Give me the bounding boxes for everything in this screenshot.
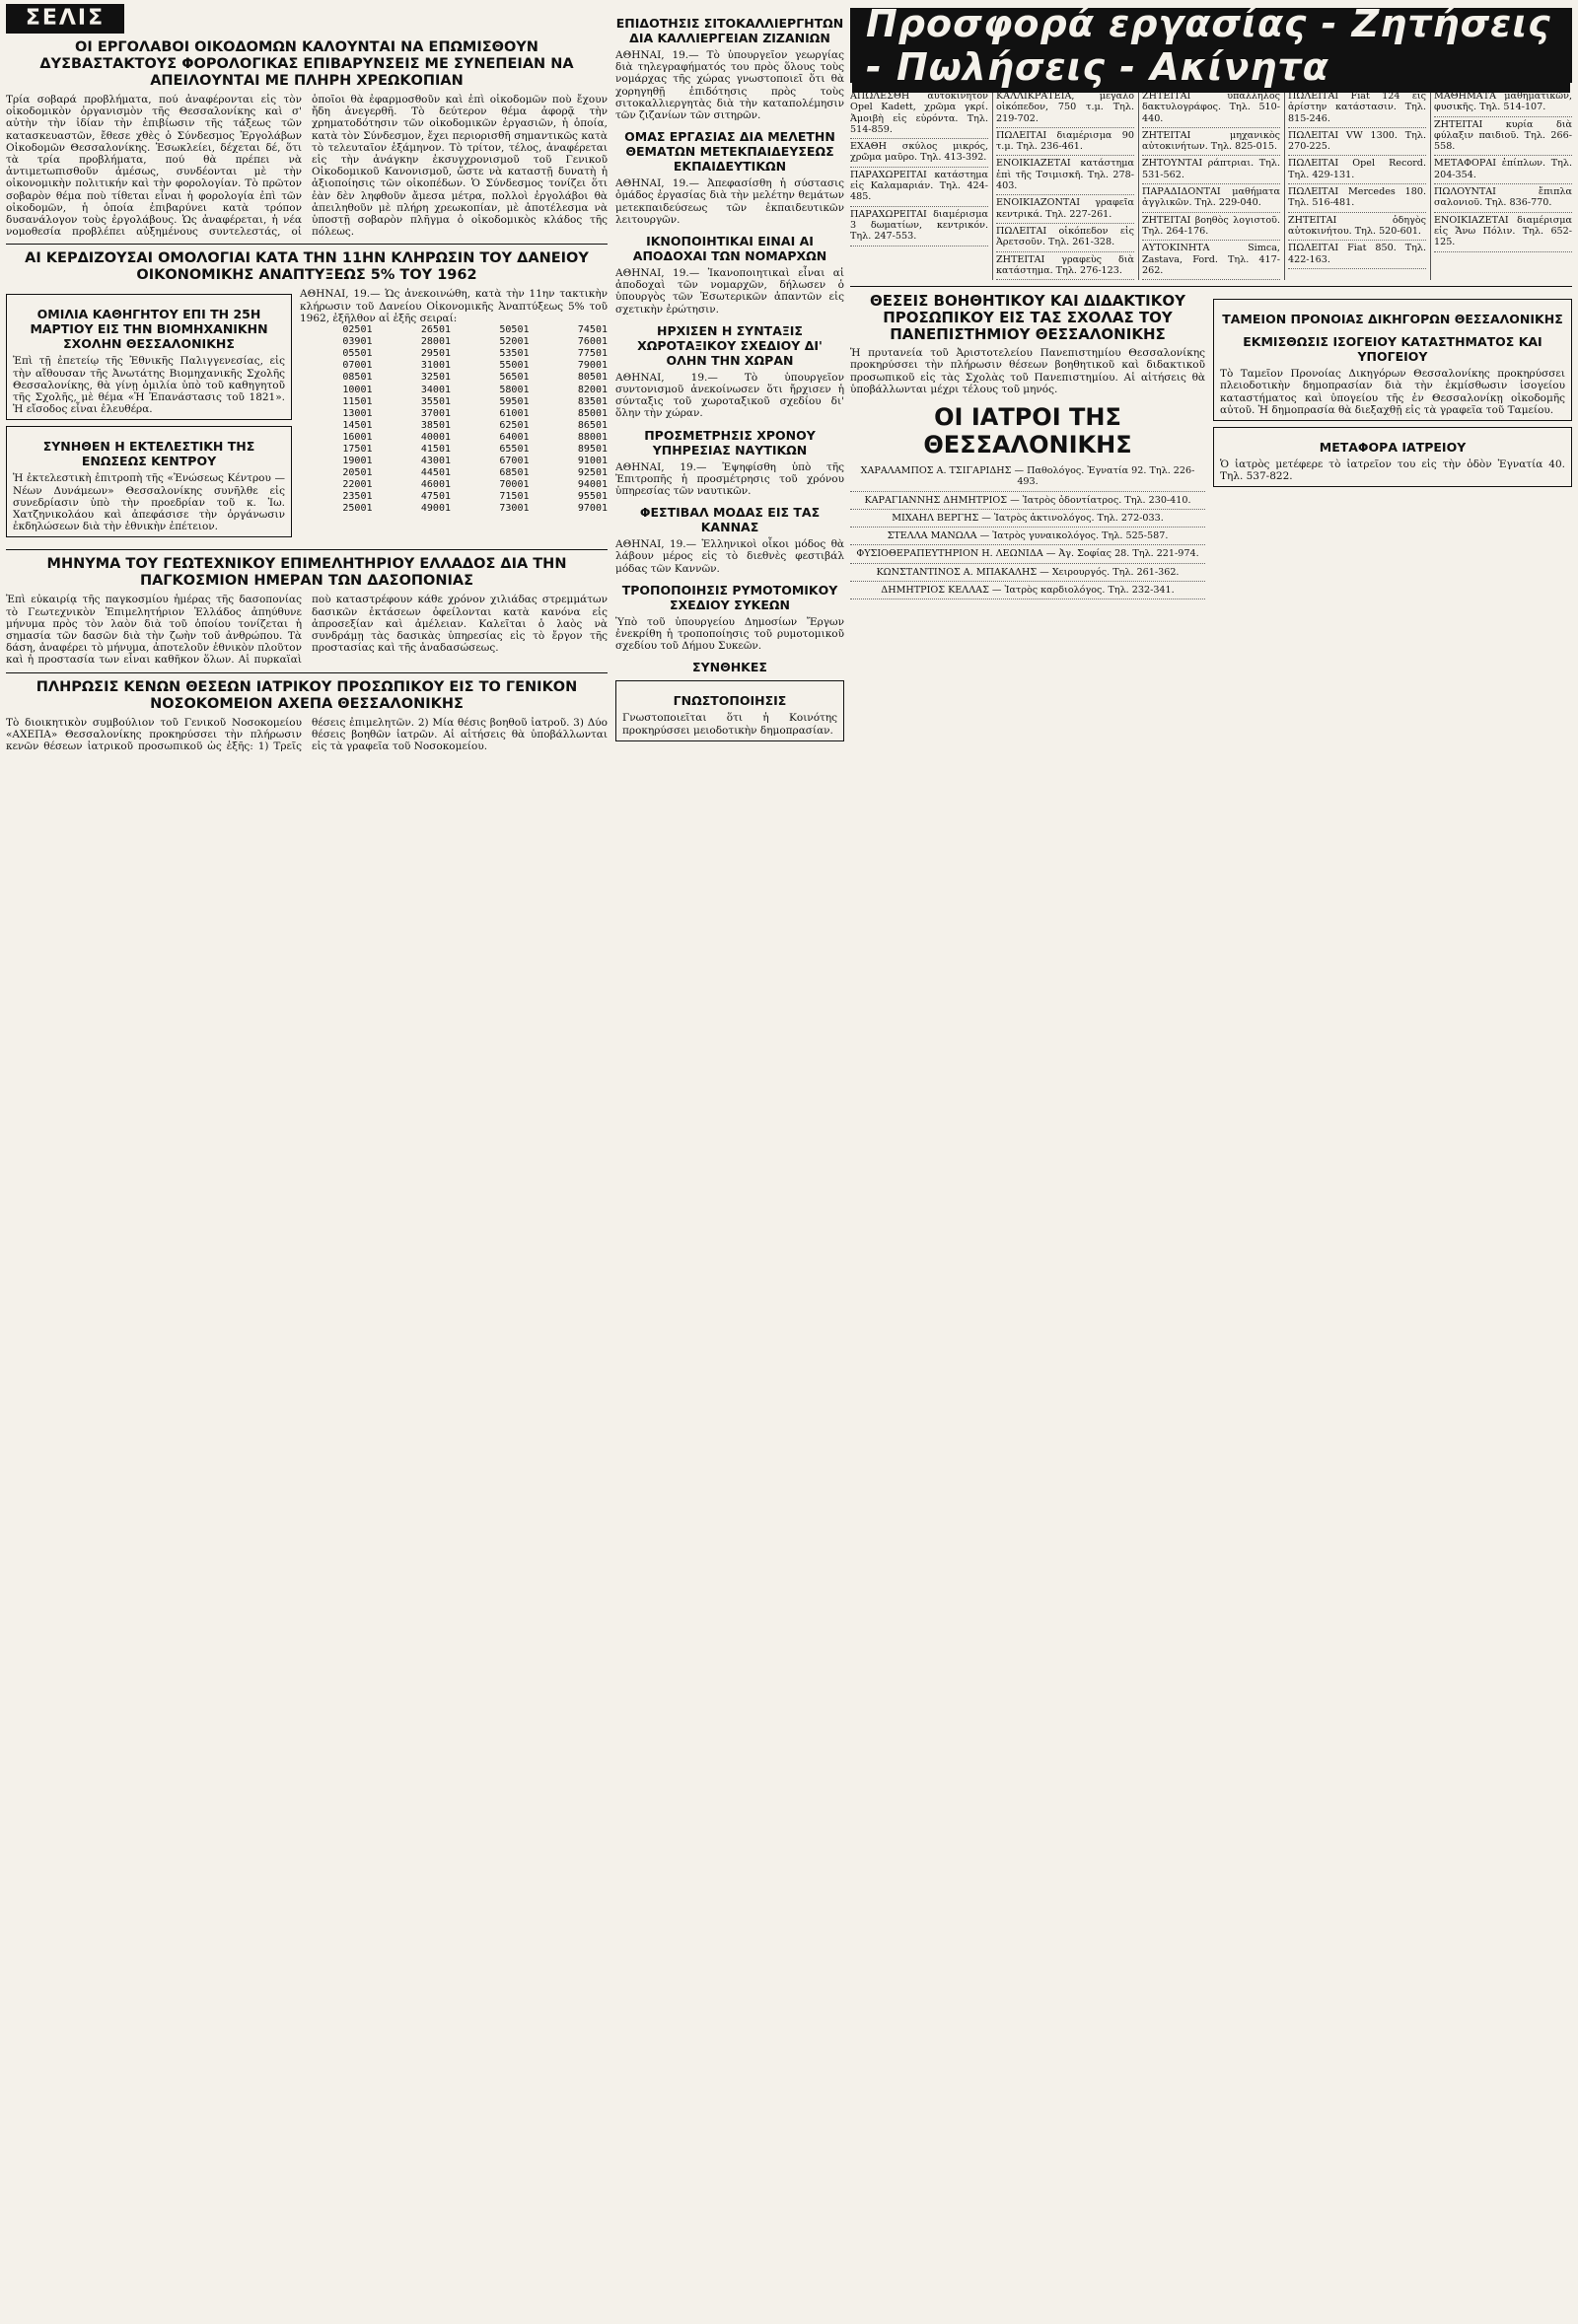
- doctor-listing: ΦΥΣΙΟΘΕΡΑΠΕΥΤΗΡΙΟΝ Η. ΛΕΩΝΙΔΑ — Ἀγ. Σοφίας 28. Τηλ. 221-974.: [850, 545, 1205, 563]
- lottery-number: 61001: [499, 407, 530, 419]
- lottery-number: 03901: [342, 336, 373, 348]
- lottery-number: 65501: [499, 443, 530, 455]
- lottery-number: 86501: [577, 419, 608, 431]
- classified-ad: ΠΩΛΕΙΤΑΙ Fiat 124 εἰς ἀρίστην κατάστασιν. Τηλ. 815-246.: [1288, 89, 1426, 128]
- headline-planning: ΗΡΧΙΣΕΝ Η ΣΥΝΤΑΞΙΣ ΧΩΡΟΤΑΞΙΚΟΥ ΣΧΕΔΙΟΥ ΔΙ' ΟΛΗΝ ΤΗΝ ΧΩΡΑΝ: [637, 322, 823, 368]
- classified-ad: ΠΩΛΕΙΤΑΙ διαμέρισμα 90 τ.μ. Τηλ. 236-461.: [996, 128, 1134, 157]
- box-clinic-title: ΜΕΤΑΦΟΡΑ ΙΑΤΡΕΙΟΥ: [1319, 439, 1467, 455]
- headline-contractors: ΟΙ ΕΡΓΟΛΑΒΟΙ ΟΙΚΟΔΟΜΩΝ ΚΑΛΟΥΝΤΑΙ ΝΑ ΕΠΩΜΙΣΘΟΥΝ ΔΥΣΒΑΣΤΑΚΤΟΥΣ ΦΟΡΟΛΟΓΙΚΑΣ ΕΠΙΒΑΡΥΝΣΕΙΣ ΜΕ ΣΥΝΕΠΕΙΑΝ ΝΑ ΑΠΕΙΛΟΥΝΤΑΙ ΜΕ ΠΛΗΡΗ ΧΡΕΩΚΟΠΙΑΝ: [39, 39, 574, 89]
- headline-sykies: ΤΡΟΠΟΠΟΙΗΣΙΣ ΡΥΜΟΤΟΜΙΚΟΥ ΣΧΕΔΙΟΥ ΣΥΚΕΩΝ: [621, 582, 838, 612]
- lottery-number: 59501: [499, 395, 530, 407]
- article-hospital: Τὸ διοικητικὸν συμβούλιον τοῦ Γενικοῦ Νοσοκομείου «ΑΧΕΠΑ» Θεσσαλονίκης προκηρύσσει τὴν πλήρωσιν κενῶν θέσεων ἰατρικοῦ προσωπικοῦ ὡς ἑξῆς: 1) Τρεῖς θέσεις ἐπιμελητῶν. 2) Μία θέσις βοηθοῦ ἰατροῦ. 3) Δύο θέσεις βοηθῶν ἰατρῶν. Αἱ αἰτήσεις θὰ ὑποβάλλωνται εἰς τὰ γραφεῖα τοῦ Νοσοκομείου.: [6, 716, 608, 753]
- lottery-number: 14501: [342, 419, 373, 431]
- lottery-number: 74501: [577, 324, 608, 336]
- classified-ads: [850, 89, 1572, 280]
- middle-column: [615, 8, 844, 747]
- box-lecture-text: Ἐπὶ τῇ ἐπετείῳ τῆς Ἐθνικῆς Παλιγγενεσίας, εἰς τὴν αἴθουσαν τῆς Ἀνωτάτης Βιομηχανικῆς Σχολῆς Θεσσαλονίκης, θὰ γίνῃ ὁμιλία ὑπὸ τοῦ καθηγητοῦ τῆς Σχολῆς, μὲ θέμα «Ἡ Ἐπανάστασις τοῦ 1821». Ἡ εἴσοδος εἶναι ἐλευθέρα.: [13, 355, 285, 416]
- lottery-number: 80501: [577, 372, 608, 384]
- lottery-number: 47501: [420, 491, 451, 503]
- lottery-number: 55001: [499, 360, 530, 372]
- headline-hospital: ΠΛΗΡΩΣΙΣ ΚΕΝΩΝ ΘΕΣΕΩΝ ΙΑΤΡΙΚΟΥ ΠΡΟΣΩΠΙΚΟΥ ΕΙΣ ΤΟ ΓΕΝΙΚΟΝ ΝΟΣΟΚΟΜΕΙΟΝ ΑΧΕΠΑ ΘΕΣΣΑΛΟΝΙΚΗΣ: [36, 678, 578, 712]
- lottery-number: 23501: [342, 491, 373, 503]
- lottery-number: 70001: [499, 479, 530, 491]
- lottery-number: 46001: [420, 479, 451, 491]
- lottery-number: 53501: [499, 348, 530, 360]
- lottery-number: 67001: [499, 456, 530, 467]
- lottery-number: 77501: [577, 348, 608, 360]
- classified-ad: ΖΗΤΕΙΤΑΙ ὁδηγὸς αὐτοκινήτου. Τηλ. 520-601.: [1288, 213, 1426, 242]
- divider: [6, 244, 608, 245]
- lottery-number: 97001: [577, 503, 608, 515]
- box-lawyers-text: Τὸ Ταμεῖον Προνοίας Δικηγόρων Θεσσαλονίκης προκηρύσσει πλειοδοτικὴν δημοπρασίαν διὰ τὴν ἐκμίσθωσιν ἰσογείου καταστήματος καὶ ὑπογείου τῆς ἐν Θεσσαλονίκῃ οἰκοδομῆς αὐτοῦ. Ἡ δημοπρασία θὰ διεξαχθῇ εἰς τὰ γραφεῖα τοῦ Ταμείου.: [1220, 368, 1565, 416]
- lottery-number: 25001: [342, 503, 373, 515]
- box-center-union-text: Ἡ ἐκτελεστικὴ ἐπιτροπὴ τῆς «Ἐνώσεως Κέντρου — Νέων Δυνάμεων» Θεσσαλονίκης συνῆλθε εἰς συνεδρίασιν ὑπὸ τὴν προεδρίαν τοῦ κ. Ἰω. Χατζηνικολάου καὶ ἀπεφάσισε τὴν ὀργάνωσιν ἐκδηλώσεων διὰ τὴν ἐθνικὴν ἐπέτειον.: [13, 472, 285, 533]
- lottery-intro: ΑΘΗΝΑΙ, 19.— Ὡς ἀνεκοινώθη, κατὰ τὴν 11ην τακτικὴν κλήρωσιν τοῦ Δανείου Οἰκονομικῆς Ἀναπτύξεως 5% τοῦ 1962, ἐξῆλθον αἱ ἑξῆς σειραί:: [300, 288, 608, 324]
- classified-ad: ΜΑΘΗΜΑΤΑ μαθηματικῶν, φυσικῆς. Τηλ. 514-107.: [1434, 89, 1572, 117]
- divider: [6, 672, 608, 673]
- article-fashion: ΑΘΗΝΑΙ, 19.— Ἑλληνικοὶ οἶκοι μόδος θὰ λάβουν μέρος εἰς τὸ διεθνὲς φεστιβάλ μόδας τῶν Καννῶν.: [615, 538, 844, 575]
- lottery-number: 02501: [342, 324, 373, 336]
- headline-agreements: ΣΥΝΘΗΚΕΣ: [692, 660, 767, 675]
- lottery-number: 20501: [342, 467, 373, 479]
- classified-ad: ΠΑΡΑΔΙΔΟΝΤΑΙ μαθήματα ἀγγλικῶν. Τηλ. 229-040.: [1142, 184, 1280, 213]
- article-university: Ἡ πρυτανεία τοῦ Ἀριστοτελείου Πανεπιστημίου Θεσσαλονίκης προκηρύσσει τὴν πλήρωσιν θέσεων βοηθητικοῦ καὶ διδακτικοῦ προσωπικοῦ εἰς τὰς Σχολὰς τοῦ Πανεπιστημίου. Αἱ αἰτήσεις θὰ ὑποβάλλωνται μέχρι τέλους τοῦ μηνός.: [850, 347, 1205, 395]
- box-notice-text: Γνωστοποιεῖται ὅτι ἡ Κοινότης προκηρύσσει μειοδοτικὴν δημοπρασίαν.: [622, 712, 837, 737]
- classified-ad: ΠΩΛΕΙΤΑΙ οἰκόπεδον εἰς Ἀρετσοῦν. Τηλ. 261-328.: [996, 224, 1134, 252]
- lottery-number: 58001: [499, 384, 530, 395]
- classified-ad: ΠΩΛΕΙΤΑΙ VW 1300. Τηλ. 270-225.: [1288, 128, 1426, 157]
- classified-ad: ΑΥΤΟΚΙΝΗΤΑ Simca, Zastava, Ford. Τηλ. 417-262.: [1142, 241, 1280, 280]
- classified-ad: ΠΑΡΑΧΩΡΕΙΤΑΙ κατάστημα εἰς Καλαμαριάν. Τηλ. 424-485.: [850, 168, 988, 207]
- box-lawyers-title: ΤΑΜΕΙΟΝ ΠΡΟΝΟΙΑΣ ΔΙΚΗΓΟΡΩΝ ΘΕΣΣΑΛΟΝΙΚΗΣ: [1222, 312, 1563, 327]
- lottery-number: 41501: [420, 443, 451, 455]
- lottery-number: 52001: [499, 336, 530, 348]
- lottery-number: 91001: [577, 456, 608, 467]
- classified-ad: ΕΝΟΙΚΙΑΖΟΝΤΑΙ γραφεῖα κεντρικά. Τηλ. 227-261.: [996, 195, 1134, 224]
- divider: [6, 549, 608, 550]
- lottery-number: 94001: [577, 479, 608, 491]
- article-prefects: ΑΘΗΝΑΙ, 19.— Ἱκανοποιητικαὶ εἶναι αἱ ἀποδοχαὶ τῶν νομαρχῶν, δήλωσεν ὁ ὑπουργὸς τῶν Ἐσωτερικῶν ἀπαντῶν εἰς σχετικὴν ἐρώτησιν.: [615, 267, 844, 316]
- box-lecture-title: ΟΜΙΛΙΑ ΚΑΘΗΓΗΤΟΥ ΕΠΙ ΤΗ 25Η ΜΑΡΤΙΟΥ ΕΙΣ ΤΗΝ ΒΙΟΜΗΧΑΝΙΚΗΝ ΣΧΟΛΗΝ ΘΕΣΣΑΛΟΝΙΚΗΣ: [30, 307, 268, 352]
- classified-ad: ΠΩΛΕΙΤΑΙ Opel Record. Τηλ. 429-131.: [1288, 156, 1426, 184]
- doctor-listing: ΚΩΝΣΤΑΝΤΙΝΟΣ Α. ΜΠΑΚΑΛΗΣ — Χειρουργός. Τηλ. 261-362.: [850, 564, 1205, 582]
- headline-wheat: ΕΠΙΔΟΤΗΣΙΣ ΣΙΤΟΚΑΛΛΙΕΡΓΗΤΩΝ ΔΙΑ ΚΑΛΛΙΕΡΓΕΙΑΝ ΖΙΖΑΝΙΩΝ: [615, 16, 844, 45]
- box-clinic-move: [1213, 427, 1572, 487]
- lottery-number: 50501: [499, 324, 530, 336]
- classified-ad: ΕΧΑΘΗ σκύλος μικρός, χρῶμα μαῦρο. Τηλ. 413-392.: [850, 139, 988, 168]
- box-lawyers-fund: [1213, 299, 1572, 421]
- lottery-number: 19001: [342, 456, 373, 467]
- doctor-listing: ΣΤΕΛΛΑ ΜΑΝΩΛΑ — Ἰατρὸς γυναικολόγος. Τηλ. 525-587.: [850, 528, 1205, 545]
- classified-ad: ΠΑΡΑΧΩΡΕΙΤΑΙ διαμέρισμα 3 δωματίων, κεντρικόν. Τηλ. 247-553.: [850, 207, 988, 246]
- lottery-number: 26501: [420, 324, 451, 336]
- lottery-number: 32501: [420, 372, 451, 384]
- lottery-number: 34001: [420, 384, 451, 395]
- lottery-number: 38501: [420, 419, 451, 431]
- headline-lottery: ΑΙ ΚΕΡΔΙΖΟΥΣΑΙ ΟΜΟΛΟΓΙΑΙ ΚΑΤΑ ΤΗΝ 11ΗΝ ΚΛΗΡΩΣΙΝ ΤΟΥ ΔΑΝΕΙΟΥ ΟΙΚΟΝΟΜΙΚΗΣ ΑΝΑΠΤΥΞΕΩΣ 5% ΤΟΥ 1962: [25, 250, 589, 284]
- headline-education: ΟΜΑΣ ΕΡΓΑΣΙΑΣ ΔΙΑ ΜΕΛΕΤΗΝ ΘΕΜΑΤΩΝ ΜΕΤΕΚΠΑΙΔΕΥΣΕΩΣ ΕΚΠΑΙΔΕΥΤΙΚΩΝ: [624, 129, 835, 175]
- article-education: ΑΘΗΝΑΙ, 19.— Ἀπεφασίσθη ἡ σύστασις ὁμάδος ἐργασίας διὰ τὴν μελέτην θεμάτων μετεκπαιδεύσεως τῶν ἐκπαιδευτικῶν λειτουργῶν.: [615, 177, 844, 226]
- box-center-union-title: ΣΥΝΗΘΕΝ Η ΕΚΤΕΛΕΣΤΙΚΗ ΤΗΣ ΕΝΩΣΕΩΣ ΚΕΝΤΡΟΥ: [42, 439, 255, 469]
- lottery-number: 07001: [342, 360, 373, 372]
- lottery-number: 95501: [577, 491, 608, 503]
- classified-ad: ΕΝΟΙΚΙΑΖΕΤΑΙ διαμέρισμα εἰς Ἄνω Πόλιν. Τηλ. 652-125.: [1434, 213, 1572, 252]
- article-sykies: Ὑπὸ τοῦ ὑπουργείου Δημοσίων Ἔργων ἐνεκρίθη ἡ τροποποίησις τοῦ ρυμοτομικοῦ σχεδίου τοῦ Δήμου Συκεῶν.: [615, 615, 844, 653]
- lottery-number: 10001: [342, 384, 373, 395]
- lottery-number: 17501: [342, 443, 373, 455]
- left-column: [6, 39, 608, 752]
- lottery-number: 35501: [420, 395, 451, 407]
- lottery-number: 31001: [420, 360, 451, 372]
- box-notice: [615, 680, 844, 740]
- classified-ad: ΖΗΤΕΙΤΑΙ γραφεὺς διὰ κατάστημα. Τηλ. 276-123.: [996, 252, 1134, 281]
- lottery-number: 68501: [499, 467, 530, 479]
- lottery-number: 16001: [342, 431, 373, 443]
- article-wheat: ΑΘΗΝΑΙ, 19.— Τὸ ὑπουργεῖον γεωργίας διὰ τηλεγραφήματός του πρὸς ὅλους τοὺς νομάρχας τῆς χώρας γνωστοποιεῖ ὅτι θὰ χορηγηθῇ ἐπιδότησις πρὸς τοὺς σιτοκαλλιεργητὰς διὰ τὴν καταπολέμησιν τῶν ζιζανίων τῶν σιτηρῶν.: [615, 49, 844, 122]
- lottery-number: 82001: [577, 384, 608, 395]
- lottery-number: 37001: [420, 407, 451, 419]
- lottery-number: 44501: [420, 467, 451, 479]
- classified-ad: ΖΗΤΕΙΤΑΙ μηχανικὸς αὐτοκινήτων. Τηλ. 825-015.: [1142, 128, 1280, 157]
- box-center-union: [6, 426, 292, 537]
- article-forestry: Ἐπὶ εὐκαιρίᾳ τῆς παγκοσμίου ἡμέρας τῆς δασοπονίας τὸ Γεωτεχνικὸν Ἐπιμελητήριον Ἑλλάδος ἀπηύθυνε μήνυμα πρὸς τὸν λαὸν διὰ τοῦ ὁποίου τονίζεται ἡ σημασία τῶν δασῶν διὰ τὴν ζωὴν τοῦ ἀνθρώπου. Τὰ δάση, ἀναφέρει τὸ μήνυμα, ἀποτελοῦν ἐθνικὸν πλοῦτον καὶ ἡ προστασία των εἶναι καθῆκον ὅλων. Αἱ πυρκαϊαὶ ποὺ καταστρέφουν κάθε χρόνον χιλιάδας στρεμμάτων δασικῶν ἐκτάσεων ὀφείλονται κατὰ κανόνα εἰς ἀπροσεξίαν καὶ ἀμέλειαν. Καλεῖται ὁ λαὸς νὰ συνδράμῃ τὰς δασικὰς ὑπηρεσίας εἰς τὸ ἔργον τῆς προστασίας καὶ τῆς ἀναδασώσεως.: [6, 594, 608, 667]
- lottery-number: 73001: [499, 503, 530, 515]
- headline-fashion: ΦΕΣΤΙΒΑΛ ΜΟΔΑΣ ΕΙΣ ΤΑΣ ΚΑΝΝΑΣ: [639, 505, 821, 535]
- box-lawyers-subtitle: ΕΚΜΙΣΘΩΣΙΣ ΙΣΟΓΕΙΟΥ ΚΑΤΑΣΤΗΜΑΤΟΣ ΚΑΙ ΥΠΟΓΕΙΟΥ: [1243, 334, 1542, 365]
- lottery-number: 43001: [420, 456, 451, 467]
- lottery-number: 22001: [342, 479, 373, 491]
- headline-doctors: ΟΙ ΙΑΤΡΟΙ ΤΗΣ ΘΕΣΣΑΛΟΝΙΚΗΣ: [923, 402, 1132, 458]
- lottery-number: 29501: [420, 348, 451, 360]
- lottery-number: 85001: [577, 407, 608, 419]
- article-contractors: Τρία σοβαρά προβλήματα, πού ἀναφέρονται εἰς τὸν οἰκοδομικὸν ὀργανισμὸν τῆς Θεσσαλονίκης καὶ σ' αὐτὴν τὴν ἰδίαν τὴν ἐπιβίωσιν τῆς τάξεως τῶν κατασκευαστῶν, ἔθεσε χθὲς ὁ Σύνδεσμος Ἐργολάβων Οἰκοδομῶν Θεσσαλονίκης. Ἐσωκλείει, δέχεται δέ, ὅτι τὰ τρία προβλήματα, πού θὰ πρέπει νὰ ἀντιμετωπισθοῦν ἀμέσως, συνδέονται μὲ τὴν οἰκονομικὴν πολιτικήν καὶ τὴν φορολογίαν. Τὸ πρῶτον σοβαρὸν θέμα ποὺ τίθεται εἶναι ἡ φορολογία ἐπὶ τῶν οἰκοδομῶν, ἡ ὁποία ἐπιβαρύνει κατὰ τρόπον δυσανάλογον τοὺς ἐργολάβους. Ὡς ἀναφέρεται, ἡ νέα νομοθεσία προβλέπει αὐξημένους συντελεστάς, οἱ ὁποῖοι θὰ ἐφαρμοσθοῦν καὶ ἐπὶ οἰκοδομῶν ποὺ ἔχουν ἤδη ἀνεγερθῆ. Τὸ δεύτερον θέμα ἀφορᾷ τὴν χρηματοδότησιν τῶν οἰκοδομικῶν ἐργασιῶν, ἡ ὁποία, κατὰ τὸν Σύνδεσμον, ἔχει περιορισθῆ σημαντικῶς κατὰ τὸ τελευταῖον ἑξάμηνον. Τὸ τρίτον, τέλος, ἀναφέρεται εἰς τὴν ἀνάγκην ἐκσυγχρονισμοῦ τοῦ Γενικοῦ Οἰκοδομικοῦ Κανονισμοῦ, ὥστε νὰ καταστῇ δυνατὴ ἡ ἀξιοποίησις τῶν οἰκοπέδων. Ὁ Σύνδεσμος τονίζει ὅτι ἐὰν δὲν ληφθοῦν ἄμεσα μέτρα, πολλοὶ ἐργολάβοι θὰ ἀπειληθοῦν μὲ πλήρη χρεωκοπίαν, μὲ ἀποτέλεσμα νὰ ὑποστῇ σοβαρὸν πλῆγμα ὁ οἰκοδομικὸς κλάδος τῆς πόλεως.: [6, 94, 608, 239]
- classifieds-banner: [850, 8, 1572, 89]
- lottery-number: 88001: [577, 431, 608, 443]
- headline-forestry: ΜΗΝΥΜΑ ΤΟΥ ΓΕΩΤΕΧΝΙΚΟΥ ΕΠΙΜΕΛΗΤΗΡΙΟΥ ΕΛΛΑΔΟΣ ΔΙΑ ΤΗΝ ΠΑΓΚΟΣΜΙΟΝ ΗΜΕΡΑΝ ΤΩΝ ΔΑΣΟΠΟΝΙΑΣ: [46, 556, 567, 590]
- box-notice-title: ΓΝΩΣΤΟΠΟΙΗΣΙΣ: [673, 693, 787, 709]
- classified-ad: ΑΠΩΛΕΣΘΗ αὐτοκίνητον Opel Kadett, χρῶμα γκρί. Ἀμοιβὴ εἰς εὑρόντα. Τηλ. 514-859.: [850, 89, 988, 139]
- classified-ad: ΖΗΤΕΙΤΑΙ κυρία διὰ φύλαξιν παιδιοῦ. Τηλ. 266-558.: [1434, 117, 1572, 157]
- classified-ad: ΠΩΛΕΙΤΑΙ Fiat 850. Τηλ. 422-163.: [1288, 241, 1426, 269]
- article-sailors: ΑΘΗΝΑΙ, 19.— Ἐψηφίσθη ὑπὸ τῆς Ἐπιτροπῆς ἡ προσμέτρησις τοῦ χρόνου ὑπηρεσίας τῶν ναυτικῶν.: [615, 460, 844, 498]
- lottery-number: 62501: [499, 419, 530, 431]
- headline-sailors: ΠΡΟΣΜΕΤΡΗΣΙΣ ΧΡΟΝΟΥ ΥΠΗΡΕΣΙΑΣ ΝΑΥΤΙΚΩΝ: [644, 427, 816, 458]
- classified-ad: ΖΗΤΟΥΝΤΑΙ ράπτριαι. Τηλ. 531-562.: [1142, 156, 1280, 184]
- lottery-number: 05501: [342, 348, 373, 360]
- headline-university: ΘΕΣΕΙΣ ΒΟΗΘΗΤΙΚΟΥ ΚΑΙ ΔΙΔΑΚΤΙΚΟΥ ΠΡΟΣΩΠΙΚΟΥ ΕΙΣ ΤΑΣ ΣΧΟΛΑΣ ΤΟΥ ΠΑΝΕΠΙΣΤΗΜΙΟΥ ΘΕΣΣΑΛΟΝΙΚΗΣ: [870, 292, 1185, 344]
- classified-ad: ΕΝΟΙΚΙΑΖΕΤΑΙ κατάστημα ἐπὶ τῆς Τσιμισκῆ. Τηλ. 278-403.: [996, 156, 1134, 195]
- classified-ad: ΖΗΤΕΙΤΑΙ βοηθὸς λογιστοῦ. Τηλ. 264-176.: [1142, 213, 1280, 242]
- article-planning: ΑΘΗΝΑΙ, 19.— Τὸ ὑπουργεῖον συντονισμοῦ ἀνεκοίνωσεν ὅτι ἤρχισεν ἡ σύνταξις τοῦ χωροταξικοῦ σχεδίου δι' ὅλην τὴν χώραν.: [615, 371, 844, 420]
- lottery-number: 40001: [420, 431, 451, 443]
- box-lecture: [6, 294, 292, 420]
- lottery-numbers: [300, 324, 608, 516]
- classifieds-banner-title: Προσφορά εργασίας - Ζητήσεις - Πωλήσεις - Ακίνητα: [852, 8, 1570, 93]
- doctor-listing: ΚΑΡΑΓΙΑΝΝΗΣ ΔΗΜΗΤΡΙΟΣ — Ἰατρὸς ὀδοντίατρος. Τηλ. 230-410.: [850, 492, 1205, 510]
- classified-ad: ΠΩΛΕΙΤΑΙ Mercedes 180. Τηλ. 516-481.: [1288, 184, 1426, 213]
- classified-ad: ΖΗΤΕΙΤΑΙ ὑπάλληλος δακτυλογράφος. Τηλ. 510-440.: [1142, 89, 1280, 128]
- doctor-listing: ΔΗΜΗΤΡΙΟΣ ΚΕΛΛΑΣ — Ἰατρὸς καρδιολόγος. Τηλ. 232-341.: [850, 582, 1205, 599]
- classified-ad: ΚΑΛΛΙΚΡΑΤΕΙΑ, μεγάλο οἰκόπεδον, 750 τ.μ. Τηλ. 219-702.: [996, 89, 1134, 128]
- lottery-number: 92501: [577, 467, 608, 479]
- lottery-number: 79001: [577, 360, 608, 372]
- classified-ad: ΜΕΤΑΦΟΡΑΙ ἐπίπλων. Τηλ. 204-354.: [1434, 156, 1572, 184]
- lottery-number: 13001: [342, 407, 373, 419]
- right-column: [850, 8, 1572, 599]
- lottery-number: 11501: [342, 395, 373, 407]
- lottery-number: 89501: [577, 443, 608, 455]
- box-clinic-text: Ὁ ἰατρὸς μετέφερε τὸ ἰατρεῖον του εἰς τὴν ὁδὸν Ἐγνατία 40. Τηλ. 537-822.: [1220, 458, 1565, 483]
- masthead-logo: ΣΕΛΙΣ: [6, 4, 124, 34]
- doctors-list: [850, 462, 1205, 599]
- lottery-number: 83501: [577, 395, 608, 407]
- lottery-number: 28001: [420, 336, 451, 348]
- lottery-number: 71501: [499, 491, 530, 503]
- lottery-number: 56501: [499, 372, 530, 384]
- headline-prefects: ΙΚΝΟΠΟΙΗΤΙΚΑΙ ΕΙΝΑΙ ΑΙ ΑΠΟΔΟΧΑΙ ΤΩΝ ΝΟΜΑΡΧΩΝ: [632, 234, 827, 264]
- divider: [850, 286, 1572, 287]
- classified-ad: ΠΩΛΟΥΝΤΑΙ ἔπιπλα σαλονιοῦ. Τηλ. 836-770.: [1434, 184, 1572, 213]
- doctor-listing: ΜΙΧΑΗΛ ΒΕΡΓΗΣ — Ἰατρὸς ἀκτινολόγος. Τηλ. 272-033.: [850, 510, 1205, 528]
- lottery-number: 08501: [342, 372, 373, 384]
- doctor-listing: ΧΑΡΑΛΑΜΠΟΣ Α. ΤΣΙΓΑΡΙΔΗΣ — Παθολόγος. Ἐγνατία 92. Τηλ. 226-493.: [850, 462, 1205, 492]
- lottery-number: 76001: [577, 336, 608, 348]
- lottery-number: 49001: [420, 503, 451, 515]
- lottery-number: 64001: [499, 431, 530, 443]
